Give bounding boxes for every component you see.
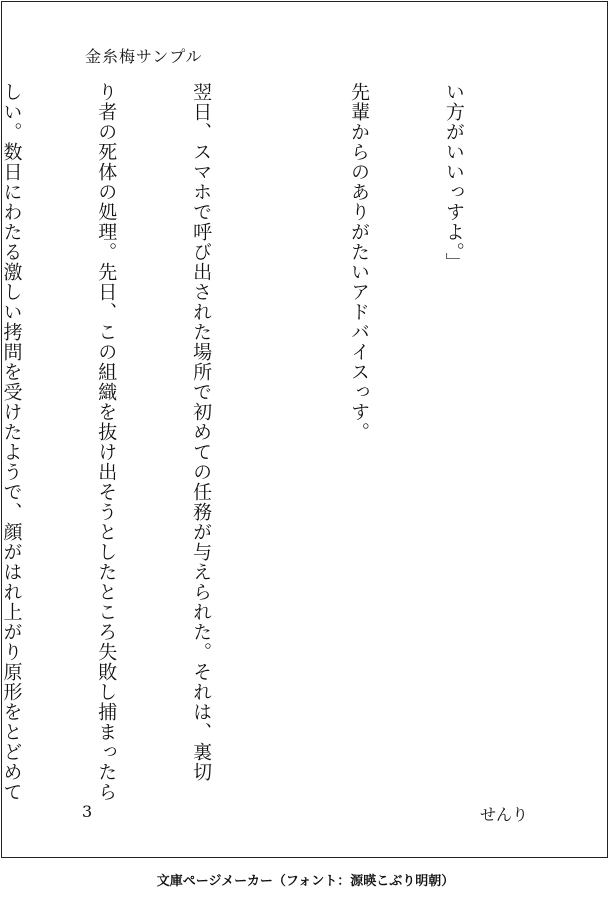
text-line: しい。数日にわたる激しい拷問を受けたようで、顔がはれ上がり原形をとどめて [0,82,23,802]
page-number: 3 [82,802,93,821]
text-line: り者の死体の処理。先日、この組織を抜け出そうとしたところ失敗し捕まったら [95,82,118,802]
author-name: せんり [480,805,529,824]
text-line: い方がいいっすよ。」 [442,82,465,273]
vertical-body-text [0,82,532,802]
book-title: 金糸梅サンプル [85,47,203,66]
page-frame [1,1,608,858]
text-line: 翌日、スマホで呼び出された場所で初めての任務が与えられた。それは、裏切 [190,82,213,782]
bottom-caption: 文庫ページメーカー（フォント：源暎こぶり明朝） [156,874,455,889]
text-line: 先輩からのありがたいアドバイスっす。 [348,82,371,442]
